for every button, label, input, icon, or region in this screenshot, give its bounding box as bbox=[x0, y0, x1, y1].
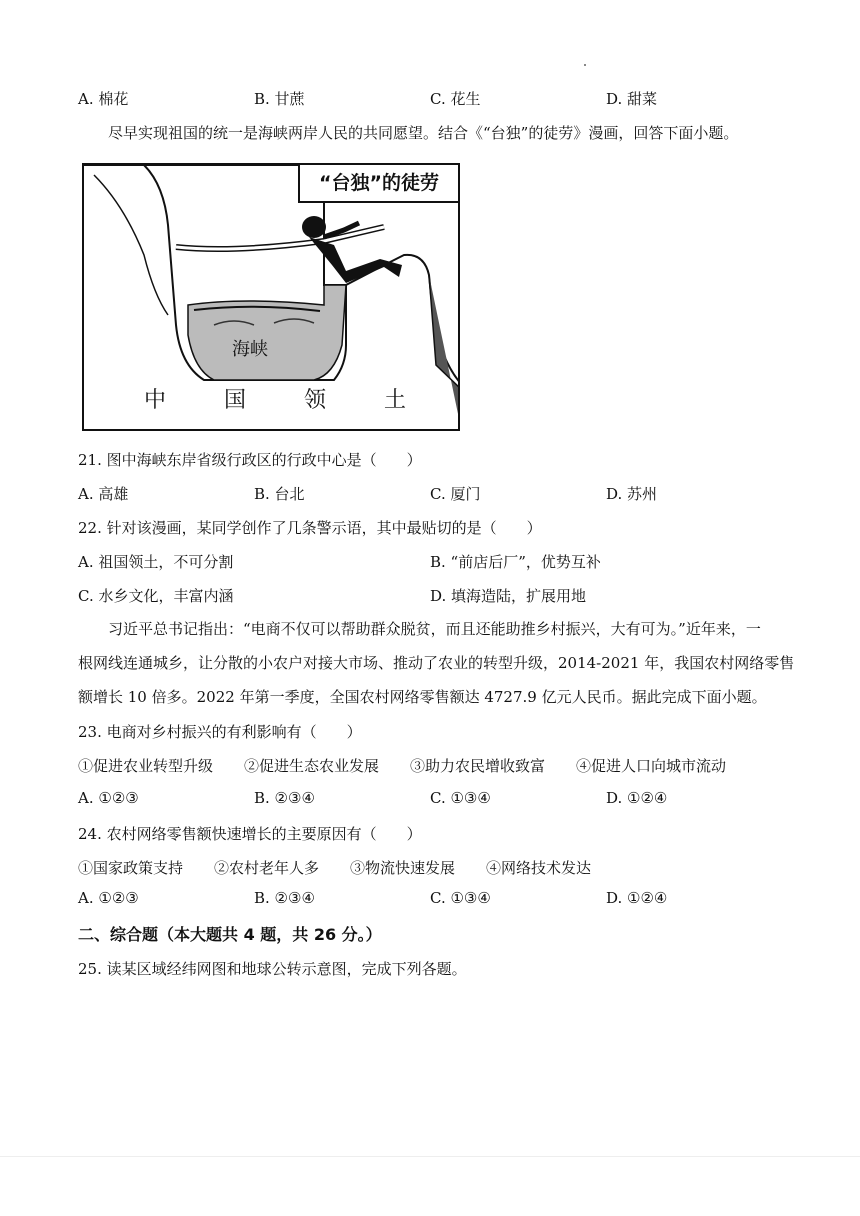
q24-option-b[interactable]: B. ②③④ bbox=[254, 889, 315, 907]
q24-option-c[interactable]: C. ①③④ bbox=[430, 889, 491, 907]
q20-options bbox=[78, 88, 778, 110]
q21-option-a[interactable]: A. 高雄 bbox=[78, 485, 129, 503]
q24-item-3: ③物流快速发展 bbox=[350, 859, 456, 877]
q24-option-a[interactable]: A. ①②③ bbox=[78, 889, 139, 907]
q21-option-c[interactable]: C. 厦门 bbox=[430, 485, 481, 503]
q24-item-1: ①国家政策支持 bbox=[78, 859, 184, 877]
scan-speck bbox=[584, 64, 586, 66]
strait-water bbox=[188, 285, 346, 380]
q20-option-b[interactable]: B. 甘蔗 bbox=[254, 90, 305, 108]
ecommerce-intro-line-3: 额增长 10 倍多。2022 年第一季度，全国农村网络零售额达 4727.9 亿元人民币。据此完成下面小题。 bbox=[78, 688, 767, 706]
q23-option-a[interactable]: A. ①②③ bbox=[78, 789, 139, 807]
cartoon-intro: 尽早实现祖国的统一是海峡两岸人民的共同愿望。结合《“台独”的徒劳》漫画，回答下面小题。 bbox=[108, 124, 739, 142]
q23-options bbox=[78, 789, 778, 811]
q20-option-c[interactable]: C. 花生 bbox=[430, 90, 481, 108]
q22-option-c[interactable]: C. 水乡文化，丰富内涵 bbox=[78, 587, 234, 605]
q23-item-1: ①促进农业转型升级 bbox=[78, 757, 214, 775]
q22-option-b[interactable]: B. “前店后厂”，优势互补 bbox=[430, 553, 601, 571]
q21-option-d[interactable]: D. 苏州 bbox=[606, 485, 658, 503]
q24-items bbox=[78, 857, 778, 879]
page-divider bbox=[0, 1156, 860, 1157]
q22-option-d[interactable]: D. 填海造陆，扩展用地 bbox=[430, 587, 587, 605]
ecommerce-intro-line-2: 根网线连通城乡，让分散的小农户对接大市场、推动了农业的转型升级，2014-2021 年，我国农村网络零售 bbox=[78, 654, 795, 672]
q24-item-2: ②农村老年人多 bbox=[214, 859, 320, 877]
q23-option-c[interactable]: C. ①③④ bbox=[430, 789, 491, 807]
q21-option-b[interactable]: B. 台北 bbox=[254, 485, 305, 503]
strait-label: 海峡 bbox=[232, 339, 268, 360]
q21-stem: 21. 图中海峡东岸省级行政区的行政中心是（ ） bbox=[78, 451, 422, 469]
section-heading: 二、综合题（本大题共 4 题，共 26 分。） bbox=[78, 925, 382, 944]
q20-option-a[interactable]: A. 棉花 bbox=[78, 90, 129, 108]
q23-stem: 23. 电商对乡村振兴的有利影响有（ ） bbox=[78, 723, 362, 741]
q22-stem: 22. 针对该漫画，某同学创作了几条警示语，其中最贴切的是（ ） bbox=[78, 519, 542, 537]
land-label-1: 中 bbox=[144, 388, 167, 413]
q20-option-d[interactable]: D. 甜菜 bbox=[606, 90, 658, 108]
q21-options bbox=[78, 483, 778, 505]
q25-stem: 25. 读某区域经纬网图和地球公转示意图，完成下列各题。 bbox=[78, 960, 467, 978]
q22-options-row1 bbox=[78, 551, 778, 573]
q23-item-2: ②促进生态农业发展 bbox=[244, 757, 380, 775]
cartoon-illustration bbox=[82, 163, 460, 431]
q22-option-a[interactable]: A. 祖国领土，不可分割 bbox=[78, 553, 234, 571]
q24-stem: 24. 农村网络零售额快速增长的主要原因有（ ） bbox=[78, 825, 422, 843]
q24-options bbox=[78, 889, 778, 911]
q22-options-row2 bbox=[78, 585, 778, 607]
q23-item-4: ④促进人口向城市流动 bbox=[576, 757, 727, 775]
q23-option-d[interactable]: D. ①②④ bbox=[606, 789, 668, 807]
land-label-3: 领 bbox=[304, 388, 327, 413]
q24-item-4: ④网络技术发达 bbox=[486, 859, 592, 877]
land-label-2: 国 bbox=[224, 388, 247, 413]
q24-option-d[interactable]: D. ①②④ bbox=[606, 889, 668, 907]
cartoon-title: “台独”的徒劳 bbox=[298, 165, 458, 203]
ecommerce-intro-line-1: 习近平总书记指出：“电商不仅可以帮助群众脱贫，而且还能助推乡村振兴，大有可为。”近年来，一 bbox=[108, 620, 761, 638]
land-label-4: 土 bbox=[384, 388, 407, 413]
q23-option-b[interactable]: B. ②③④ bbox=[254, 789, 315, 807]
q23-item-3: ③助力农民增收致富 bbox=[410, 757, 546, 775]
q23-items bbox=[78, 755, 778, 777]
